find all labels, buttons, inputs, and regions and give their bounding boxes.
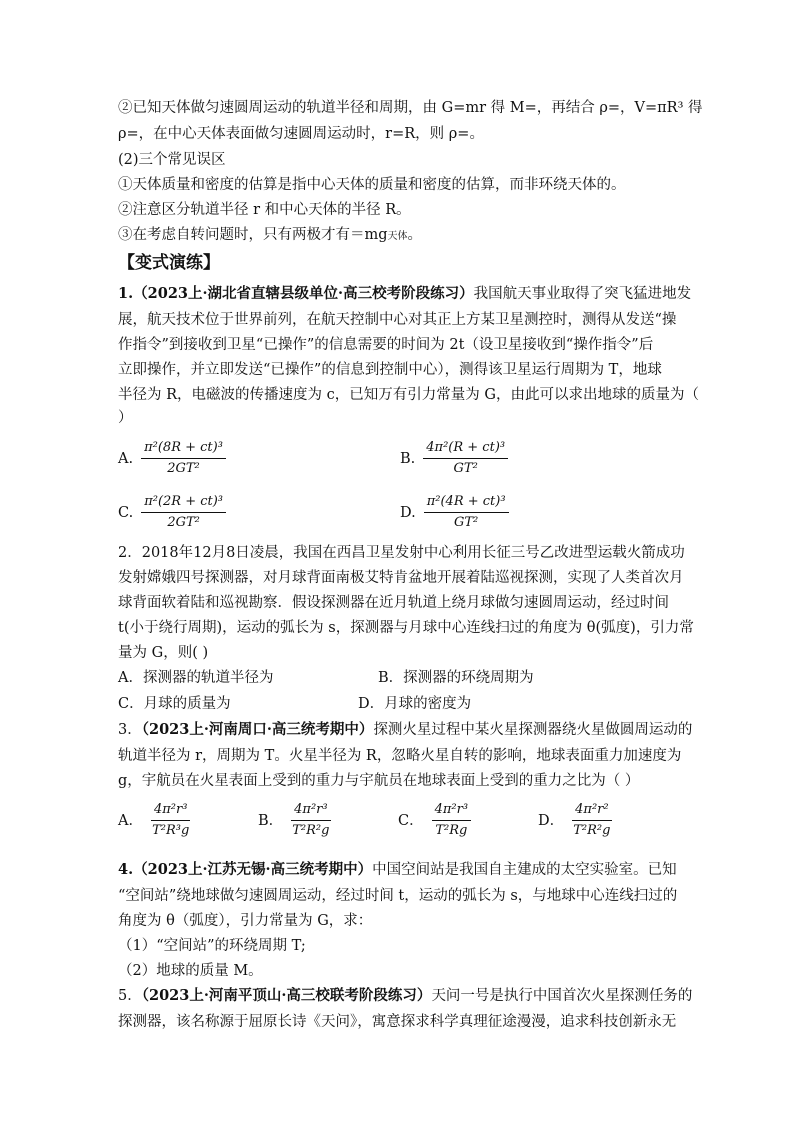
numerator: π²(8R + ct)³ — [141, 440, 226, 459]
question-number: 5． — [118, 988, 142, 1004]
option-label: D． — [538, 812, 565, 829]
option-label: C． — [398, 812, 424, 829]
option-d[interactable] — [400, 494, 509, 531]
text-line: ②已知天体做匀速圆周运动的轨道半径和周期，由 G=mr 得 M=，再结合 ρ=，V=πR³ 得 — [118, 100, 703, 116]
option-c[interactable] — [118, 494, 226, 531]
question-source: （2023上·河南平顶山·高三校联考阶段练习） — [141, 987, 432, 1004]
text-line: （2）地球的质量 M。 — [118, 963, 263, 979]
numerator: 4π²r³ — [291, 802, 330, 821]
text-span: 。 — [407, 227, 423, 243]
option-d[interactable]: D．月球的密度为 — [358, 696, 472, 712]
text-span: 天问一号是执行中国首次火星探测任务的 — [431, 988, 693, 1004]
text-line: ） — [118, 410, 133, 426]
text-line: 2．2018年12月8日凌晨，我国在西昌卫星发射中心利用长征三号乙改进型运载火箭成功 — [118, 545, 685, 561]
text-line: “空间站”绕地球做匀速圆周运动，经过时间 t，运动的弧长为 s，与地球中心连线扫过的 — [118, 888, 678, 904]
option-b[interactable] — [258, 802, 331, 839]
text-line: 半径为 R，电磁波的传播速度为 c，已知万有引力常量为 G，由此可以求出地球的质量为（ — [118, 387, 699, 403]
question-4-line — [118, 860, 690, 880]
text-span: ③在考虑自转问题时，只有两极才有＝mg — [118, 227, 388, 243]
option-a[interactable] — [118, 440, 226, 477]
text-span: 我国航天事业取得了突飞猛进地发 — [473, 286, 692, 302]
denominator: T²R²g — [292, 823, 330, 838]
fraction — [291, 802, 330, 839]
question-number: 1. — [118, 285, 134, 302]
option-label: B. — [400, 450, 416, 467]
question-1-line — [118, 284, 690, 304]
option-c[interactable] — [398, 802, 471, 839]
option-label: C. — [118, 504, 134, 521]
text-line: 轨道半径为 r，周期为 T。火星半径为 R，忽略火星自转的影响，地球表面重力加速度为 — [118, 748, 682, 764]
question-number: 3． — [118, 722, 142, 738]
option-a[interactable] — [118, 802, 190, 839]
question-number: 4. — [118, 861, 134, 878]
question-3-line — [118, 720, 693, 740]
denominator: GT² — [453, 461, 478, 476]
option-a[interactable]: A．探测器的轨道半径为 — [118, 670, 274, 686]
option-label: A． — [118, 812, 143, 829]
text-line: 球背面软着陆和巡视勘察．假设探测器在近月轨道上绕月球做匀速圆周运动，经过时间 — [118, 595, 669, 611]
text-line: ρ=，在中心天体表面做匀速圆周运动时，r=R，则 ρ=。 — [118, 126, 484, 142]
fraction — [423, 440, 508, 477]
text-line: (2)三个常见误区 — [118, 152, 226, 168]
question-5-line — [118, 986, 693, 1006]
fraction — [141, 494, 226, 531]
fraction — [151, 802, 190, 839]
text-line: 角度为 θ（弧度），引力常量为 G，求： — [118, 913, 373, 929]
denominator: T²R²g — [573, 823, 611, 838]
option-label: B． — [258, 812, 284, 829]
numerator: 4π²(R + ct)³ — [423, 440, 508, 459]
numerator: 4π²r² — [572, 802, 611, 821]
text-line: 探测器，该名称源于屈原长诗《天问》，寓意探求科学真理征途漫漫，追求科技创新永无 — [118, 1014, 677, 1030]
option-label: A. — [118, 450, 134, 467]
text-span: 中国空间站是我国自主建成的太空实验室。已知 — [372, 862, 677, 878]
option-c[interactable]: C．月球的质量为 — [118, 696, 231, 712]
fraction — [424, 494, 509, 531]
fraction — [572, 802, 611, 839]
option-d[interactable] — [538, 802, 612, 839]
section-title: 【变式演练】 — [118, 253, 220, 273]
option-b[interactable] — [400, 440, 508, 477]
text-line: t(小于绕行周期)，运动的弧长为 s，探测器与月球中心连线扫过的角度为 θ(弧度)，引力常 — [118, 620, 694, 636]
text-span: 探测火星过程中某火星探测器绕火星做圆周运动的 — [373, 722, 693, 738]
text-line: g，宇航员在火星表面上受到的重力与宇航员在地球表面上受到的重力之比为（ ） — [118, 773, 640, 789]
text-line — [118, 225, 690, 247]
numerator: π²(4R + ct)³ — [424, 494, 509, 513]
numerator: 4π²r³ — [432, 802, 471, 821]
text-line: 发射嫦娥四号探测器，对月球背面南极艾特肯盆地开展着陆巡视探测，实现了人类首次月 — [118, 570, 684, 586]
subscript: 天体 — [387, 231, 408, 242]
text-line: 作指令”到接收到卫星“已操作”的信息需要的时间为 2t（设卫星接收到“操作指令”后 — [118, 337, 654, 353]
question-source: （2023上·湖北省直辖县级单位·高三校考阶段练习） — [133, 285, 474, 302]
question-source: （2023上·江苏无锡·高三统考期中） — [133, 861, 373, 878]
text-line: ①天体质量和密度的估算是指中心天体的质量和密度的估算，而非环绕天体的。 — [118, 177, 626, 193]
text-line: ②注意区分轨道半径 r 和中心天体的半径 R。 — [118, 202, 411, 218]
fraction — [141, 440, 226, 477]
text-line: 展，航天技术位于世界前列，在航天控制中心对其正上方某卫星测控时，测得从发送“操 — [118, 312, 677, 328]
denominator: T²R³g — [152, 823, 190, 838]
fraction — [432, 802, 471, 839]
question-source: （2023上·河南周口·高三统考期中） — [141, 721, 374, 738]
option-b[interactable]: B．探测器的环绕周期为 — [378, 670, 534, 686]
denominator: T²Rg — [435, 823, 468, 838]
text-line: 量为 G，则( ) — [118, 645, 209, 661]
text-line: 立即操作，并立即发送“已操作”的信息到控制中心），测得该卫星运行周期为 T，地球 — [118, 362, 662, 378]
text-line: （1）“空间站”的环绕周期 T; — [118, 938, 306, 954]
option-label: D. — [400, 504, 416, 521]
numerator: 4π²r³ — [151, 802, 190, 821]
denominator: 2GT² — [167, 515, 200, 530]
numerator: π²(2R + ct)³ — [141, 494, 226, 513]
denominator: GT² — [454, 515, 479, 530]
denominator: 2GT² — [167, 461, 200, 476]
